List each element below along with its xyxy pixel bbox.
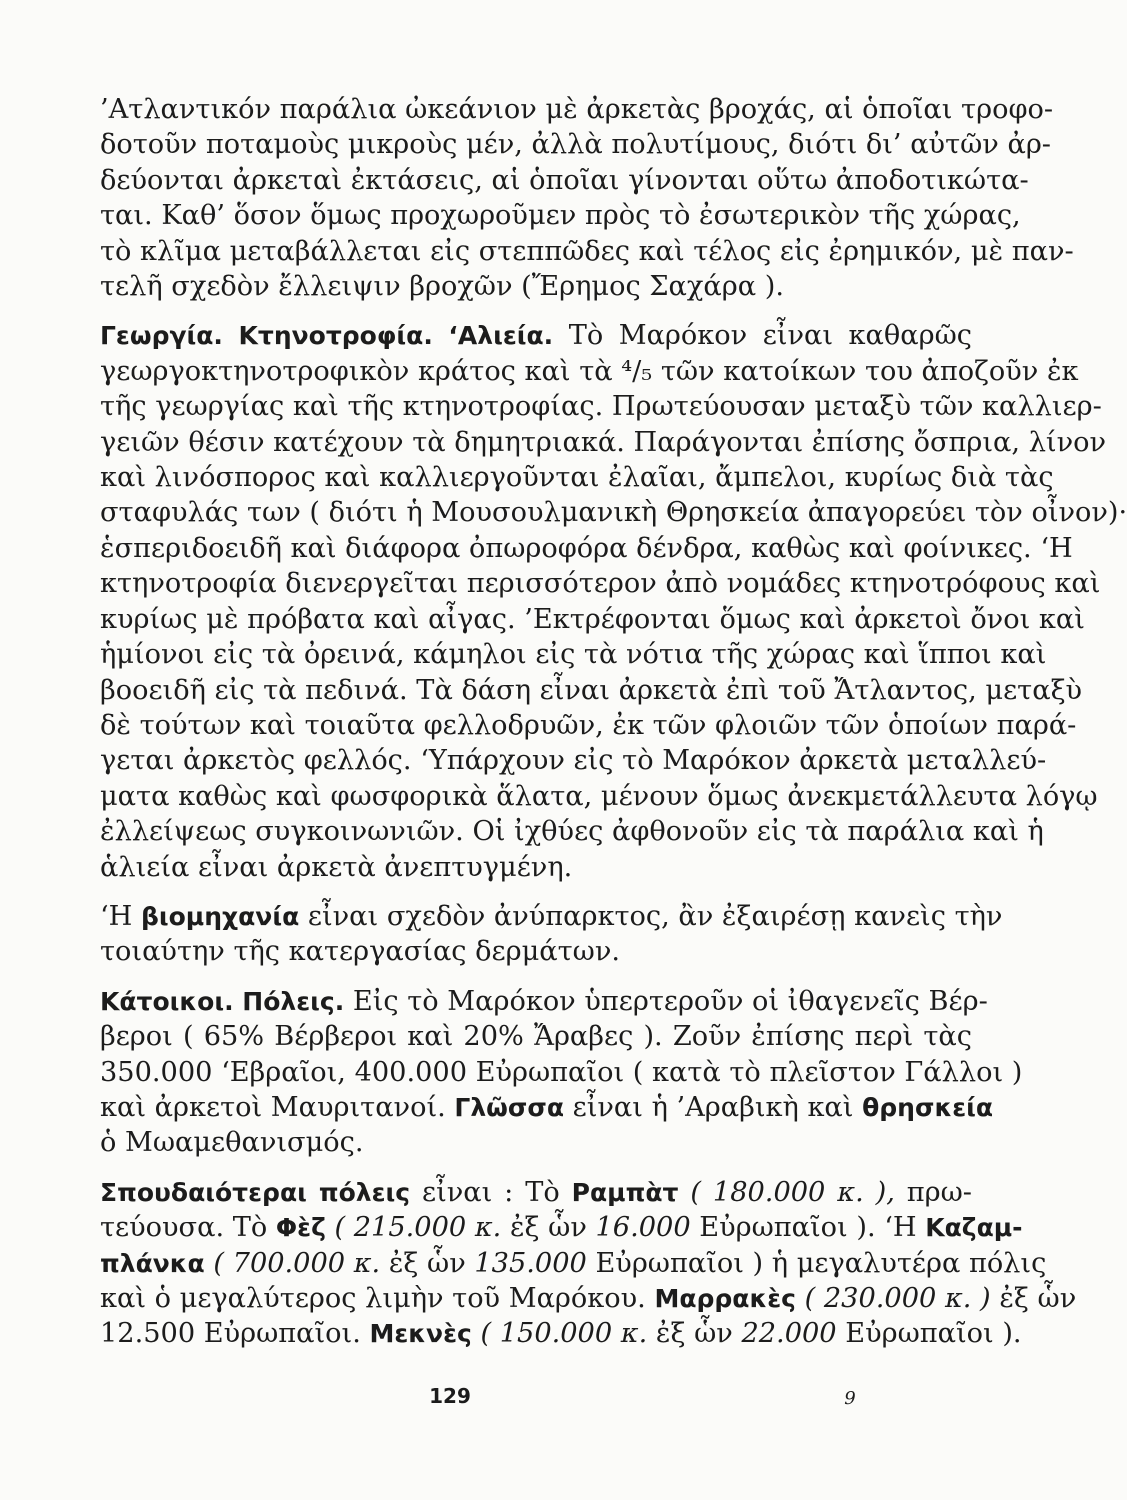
text-line (100, 163, 1029, 198)
page-number: 129 (429, 1384, 471, 1408)
text-run: δὲ τούτων καὶ τοιαῦτα φελλοδρυῶν, ἐκ τῶν φλοιῶν τῶν ὁποίων παρά- (100, 709, 1077, 741)
text-line (100, 602, 1085, 637)
bold-heading-text: Γλῶσσα (454, 1092, 565, 1122)
text-line (100, 1019, 972, 1054)
text-run: Εἰς τὸ Μαρόκον ὑπερτεροῦν οἱ ἰθαγενεῖς Βέρ- (344, 985, 988, 1017)
text-line (100, 1281, 1077, 1316)
text-run: Εὐρωπαῖοι ). ‘Η (690, 1212, 926, 1244)
bold-heading-text: Ραμπὰτ (571, 1177, 679, 1207)
text-line (100, 743, 1047, 778)
text-run: καὶ λινόσπορος καὶ καλλιεργοῦνται ἐλαῖαι, ἄμπελοι, κυρίως διὰ τὰς (100, 462, 1054, 494)
text-line (100, 1246, 1047, 1281)
text-run: πρω- (894, 1176, 972, 1208)
italic-text: ( 230.000 κ. ) (795, 1283, 991, 1314)
text-run: τὸ κλῖμα μεταβάλλεται εἰς στεππῶδες καὶ τέλος εἰς ἐρημικόν, μὲ παν- (100, 235, 1074, 267)
text-run: γεται ἀρκετὸς φελλός. ‘Υπάρχουν εἰς τὸ Μαρόκον ἀρκετὰ μεταλλεύ- (100, 745, 1047, 777)
text-run: ὁ Μωαμεθανισμός. (100, 1127, 364, 1159)
text-line (100, 92, 1054, 127)
text-line (100, 673, 1083, 708)
paragraph (100, 92, 1074, 304)
text-line (100, 1125, 972, 1160)
text-line (100, 708, 1077, 743)
text-run: ἁλιεία εἶναι ἀρκετὰ ἀνεπτυγμένη. (100, 851, 573, 883)
text-run: ἐξ ὧν (647, 1318, 742, 1350)
bold-heading-text: Μεκνὲς (369, 1319, 472, 1349)
italic-text: ( 700.000 κ. (204, 1247, 381, 1279)
text-run: τεύουσα. Τὸ (100, 1212, 276, 1244)
text-line (100, 318, 972, 353)
text-run: κτηνοτροφία διενεργεῖται περισσότερον ἀπὸ νομάδες κτηνοτρόφους καὶ (100, 568, 1101, 600)
text-run: εἶναι : Τὸ (410, 1176, 572, 1208)
text-line (100, 984, 988, 1019)
text-run: βοοειδῆ εἰς τὰ πεδινά. Τὰ δάση εἶναι ἀρκετὰ ἐπὶ τοῦ Ἄτλαντος, μεταξὺ (100, 674, 1083, 706)
text-run: ἐξ ὧν (501, 1212, 596, 1244)
text-line (100, 934, 972, 969)
italic-text: 135.000 (474, 1247, 587, 1279)
text-run: ‘Η (100, 900, 141, 932)
text-run: ται. Καθ’ ὅσον ὅμως προχωροῦμεν πρὸς τὸ ἐσωτερικὸν τῆς χώρας, (100, 200, 1021, 232)
text-run: ἐξ ὧν (380, 1247, 475, 1279)
italic-text: 16.000 (595, 1212, 691, 1244)
text-run: δεύονται ἀρκεταὶ ἐκτάσεις, αἱ ὁποῖαι γίνονται οὕτω ἀποδοτικώτα- (100, 164, 1029, 196)
italic-text: ( 215.000 κ. (325, 1212, 502, 1244)
paragraph (100, 899, 1003, 970)
paragraph (100, 984, 1023, 1161)
bold-heading-text: Φὲζ (275, 1213, 326, 1243)
bold-heading-text: Κάτοικοι. Πόλεις. (100, 986, 345, 1016)
text-run: ἐξ ὧν (990, 1283, 1077, 1314)
bold-heading-text: Σπουδαιότεραι πόλεις (100, 1177, 411, 1207)
text-run: τῆς γεωργίας καὶ τῆς κτηνοτροφίας. Πρωτεύουσαν μεταξὺ τῶν καλλιερ- (100, 391, 1102, 423)
text-run: Εὐρωπαῖοι ) ἡ μεγαλυτέρα πόλις (586, 1247, 1047, 1279)
text-run: Τὸ Μαρόκον εἶναι καθαρῶς (553, 320, 972, 352)
text-line (100, 1090, 994, 1125)
text-line (100, 1175, 972, 1210)
text-run: κυρίως μὲ πρόβατα καὶ αἶγας. ’Εκτρέφονται ὅμως καὶ ἀρκετοὶ ὄνοι καὶ (100, 603, 1085, 635)
text-run: εἶναι ἡ ’Αραβικὴ καὶ (564, 1091, 863, 1123)
text-line (100, 127, 1051, 162)
text-line (100, 1210, 1023, 1245)
text-line (100, 637, 1047, 672)
text-run: τοιαύτην τῆς κατεργασίας δερμάτων. (100, 936, 621, 968)
text-line (100, 814, 1044, 849)
text-line (100, 850, 972, 885)
text-run: ἑσπεριδοειδῆ καὶ διάφορα ὀπωροφόρα δένδρα, καθὼς καὶ φοίνικες. ‘Η (100, 532, 1073, 564)
text-line (100, 389, 1102, 424)
text-run: γεωργοκτηνοτροφικὸν κράτος καὶ τὰ ⁴/₅ τῶν κατοίκων του ἀποζοῦν ἐκ (100, 355, 1079, 387)
bold-heading-text: Μαρρακὲς (654, 1284, 796, 1313)
text-line (100, 269, 972, 304)
text-run: τελῆ σχεδὸν ἔλλειψιν βροχῶν (Ἔρημος Σαχάρα ). (100, 271, 784, 303)
bold-heading-text: θρησκεία (862, 1092, 994, 1122)
bold-heading-text: Γεωργία. Κτηνοτροφία. ‘Αλιεία. (100, 321, 554, 351)
text-run: 12.500 Εὐρωπαῖοι. (100, 1318, 370, 1350)
text-run: ἡμίονοι εἰς τὰ ὀρεινά, κάμηλοι εἰς τὰ νότια τῆς χώρας καὶ ἵπποι καὶ (100, 639, 1047, 671)
text-line (100, 495, 1127, 530)
text-line (100, 198, 1021, 233)
text-run: δοτοῦν ποταμοὺς μικροὺς μέν, ἀλλὰ πολυτίμους, διότι δι’ αὐτῶν ἀρ- (100, 129, 1051, 161)
text-run: εἶναι σχεδὸν ἀνύπαρκτος, ἂν ἐξαιρέσῃ κανεὶς τὴν (299, 900, 1003, 932)
bold-heading-text: Καζαμ- (925, 1213, 1023, 1243)
text-run: ματα καθὼς καὶ φωσφορικὰ ἅλατα, μένουν ὅμως ἀνεκμετάλλευτα λόγῳ (100, 780, 1098, 812)
italic-text: ( 150.000 κ. (471, 1318, 648, 1350)
text-run: γειῶν θέσιν κατέχουν τὰ δημητριακά. Παράγονται ἐπίσης ὄσπρια, λίνον (100, 426, 1107, 458)
italic-text: 22.000 (741, 1318, 837, 1350)
text-line (100, 425, 1107, 460)
text-run: βεροι ( 65% Βέρβεροι καὶ 20% Ἄραβες ). Ζοῦν ἐπίσης περὶ τὰς (100, 1021, 972, 1053)
signature-mark: 9 (844, 1388, 856, 1409)
text-line (100, 531, 1073, 566)
text-run: καὶ ἀρκετοὶ Μαυριτανοί. (100, 1091, 455, 1123)
text-run: σταφυλάς των ( διότι ἡ Μουσουλμανικὴ Θρησκεία ἀπαγορεύει τὸν οἶνον)· (100, 497, 1127, 529)
bold-heading-text: πλάνκα (100, 1248, 205, 1278)
page-footer (0, 1384, 1044, 1424)
text-line (100, 899, 1003, 934)
paragraph (100, 1175, 1077, 1352)
text-run: 350.000 ‘Εβραῖοι, 400.000 Εὐρωπαῖοι ( κατὰ τὸ πλεῖστον Γάλλοι ) (100, 1056, 1023, 1088)
text-run: Εὐρωπαῖοι ). (836, 1318, 1022, 1350)
text-line (100, 1055, 1023, 1090)
text-line (100, 460, 1054, 495)
text-run: καὶ ὁ μεγαλύτερος λιμὴν τοῦ Μαρόκου. (100, 1283, 655, 1314)
text-line (100, 566, 1101, 601)
paragraph (100, 318, 1127, 885)
text-run: ἐλλείψεως συγκοινωνιῶν. Οἱ ἰχθύες ἀφθονοῦν εἰς τὰ παράλια καὶ ἡ (100, 816, 1044, 848)
bold-heading-text: βιομηχανία (141, 901, 300, 931)
text-line (100, 234, 1074, 269)
page-body (100, 92, 1127, 1352)
italic-text: ( 180.000 κ. ), (678, 1176, 895, 1208)
text-line (100, 354, 1079, 389)
text-line (100, 779, 1098, 814)
text-line (100, 1316, 1022, 1351)
text-run: ’Ατλαντικόν παράλια ὠκεάνιον μὲ ἀρκετὰς βροχάς, αἱ ὁποῖαι τροφο- (100, 94, 1054, 125)
